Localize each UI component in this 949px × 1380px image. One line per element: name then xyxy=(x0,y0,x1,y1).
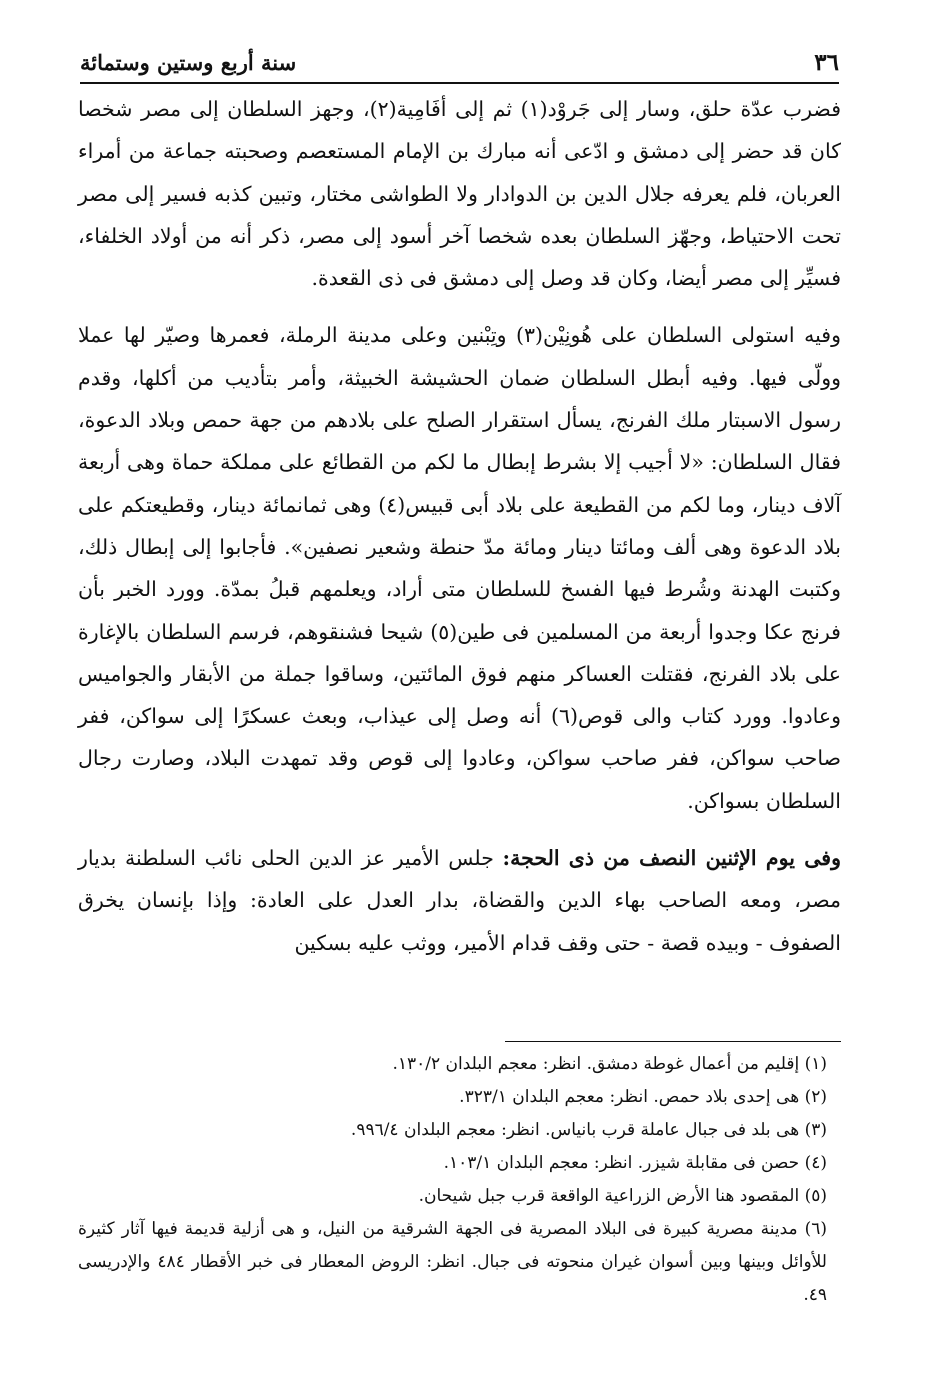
running-title: سنة أربع وستين وستمائة xyxy=(80,49,297,75)
footnote-2: (٢) هى إحدى بلاد حمص. انظر: معجم البلدان ٣٢٣/١. xyxy=(459,1087,827,1107)
paragraph-3-text: جلس الأمير عز الدين الحلى نائب السلطنة بديار مصر، ومعه الصاحب بهاء الدين والقضاة، بدار العدل على العادة: وإذا بإنسان يخرق الصفوف - وبيده قصة - حتى وقف قدام الأمير، ووثب عليه بسكين xyxy=(78,846,841,955)
footnote-5: (٥) المقصود هنا الأرض الزراعية الواقعة قرب جبل شيحان. xyxy=(418,1186,827,1206)
paragraph-3 xyxy=(78,837,841,964)
footnote-4: (٤) حصن فى مقابلة شيزر. انظر: معجم البلدان ١٠٣/١. xyxy=(443,1153,827,1173)
paragraph-3-lead: وفى يوم الإثنين النصف من ذى الحجة: xyxy=(502,846,841,871)
page-number: ٣٦ xyxy=(814,48,839,76)
paragraph-2: وفيه استولى السلطان على هُونِيْن(٣) وتِبْنين وعلى مدينة الرملة، فعمرها وصيّر لها عملا وولّى فيها. وفيه أبطل السلطان ضمان الحشيشة الخبيثة، وأمر بتأديب من أكلها، وقدم رسول الاسبتار ملك الفرنج، يسأل استقرار الصلح على بلادهم من جهة حمص وبلاد الدعوة، فقال السلطان: «لا أجيب إلا بشرط إبطال ما لكم من القطائع على مملكة حماة وهى أربعة آلاف دينار، وما لكم من القطيعة على بلاد أبى قبيس(٤) وهى ثمانمائة دينار، وقطيعتكم على بلاد الدعوة وهى ألف ومائتا دينار ومائة مدّ حنطة وشعير نصفين». فأجابوا إلى إبطال ذلك، وكتبت الهدنة وشُرط فيها الفسخ للسلطان متى أراد، ويعلمهم قبلُ بمدّة. وورد الخبر بأن فرنج عكا وجدوا أربعة من المسلمين فى طين(٥) شيحا فشنقوهم، فرسم السلطان بالإغارة على بلاد الفرنج، فقتلت العساكر منهم فوق المائتين، وساقوا جملة من الأبقار والجواميس وعادوا. وورد كتاب والى قوص(٦) أنه وصل إلى عيذاب، وبعث عسكرًا إلى سواكن، ففر صاحب سواكن، ففر صاحب سواكن، وعادوا إلى قوص وقد تمهدت البلاد، وصارت رجال السلطان بسواكن. xyxy=(78,323,842,813)
footnote-3: (٣) هى بلد فى جبال عاملة قرب بانياس. انظر: معجم البلدان ٩٩٦/٤. xyxy=(350,1120,827,1140)
footnote-6: (٦) مدينة مصرية كبيرة فى البلاد المصرية فى الجهة الشرقية من النيل، و هى أزلية قديمة فيها آثار كثيرة للأوائل وبينها وبين أسوان غيران منحوته فى جبال. انظر: الروض المعطار فى خبر الأقطار ٤٨٤ والإدريسى ٤٩. xyxy=(78,1219,827,1305)
footnote-divider xyxy=(505,1041,841,1042)
running-header xyxy=(80,42,839,84)
paragraph-1: فضرب عدّة حلق، وسار إلى جَروْد(١) ثم إلى أفَامِية(٢)، وجهز السلطان إلى مصر شخصا كان قد حضر إلى دمشق و ادّعى أنه مبارك بن الإمام المستعصم وصحبته جماعة من أمراء العربان، فلم يعرفه جلال الدين بن الدوادار ولا الطواشى مختار، وتبين كذبه فسير إلى مصر تحت الاحتياط، وجهّز السلطان بعده شخصا آخر أسود إلى مصر، ذكر أنه من أولاد الخلفاء، فسيِّر إلى مصر أيضا، وكان قد وصل إلى دمشق فى ذى القعدة. xyxy=(78,97,841,291)
main-text xyxy=(78,88,841,979)
footnote-1: (١) إقليم من أعمال غوطة دمشق. انظر: معجم البلدان ١٣٠/٢. xyxy=(392,1054,827,1074)
footnotes xyxy=(78,1048,841,1312)
